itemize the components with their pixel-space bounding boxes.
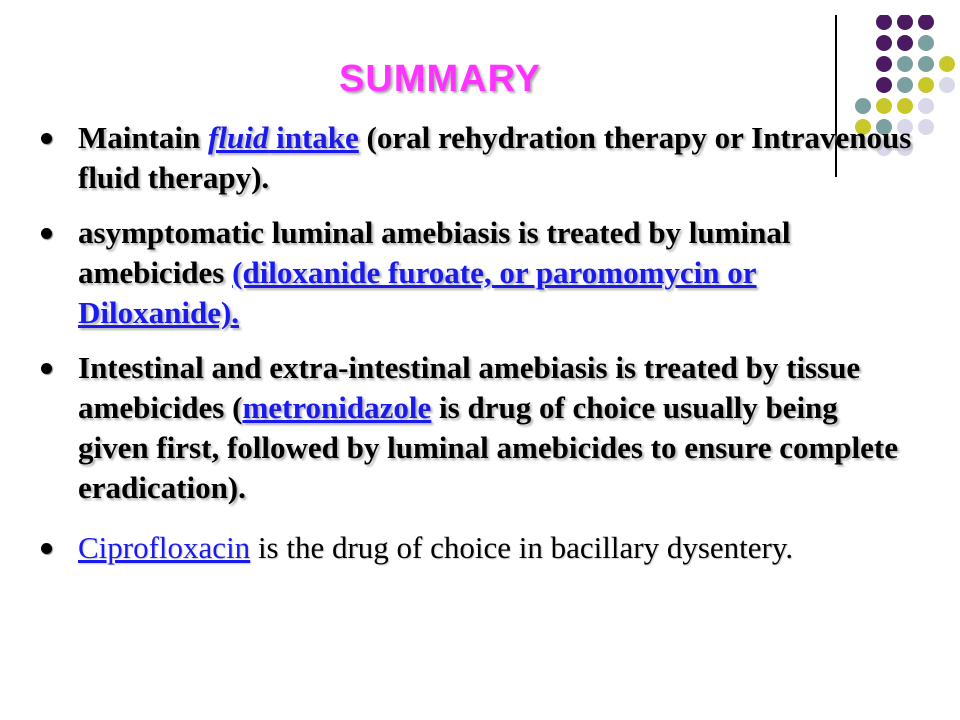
intake-link[interactable]: intake — [268, 120, 359, 155]
bullet-item — [36, 348, 916, 508]
bullet-text: is the drug of choice in bacillary dysentery. — [250, 530, 794, 565]
ciprofloxacin-link[interactable]: Ciprofloxacin — [78, 530, 251, 565]
decorative-dot — [876, 98, 892, 114]
decorative-dot — [918, 15, 934, 30]
bullet-dot-icon — [41, 133, 52, 144]
decorative-dot — [897, 35, 913, 51]
decorative-dot — [918, 98, 934, 114]
decorative-dot — [918, 35, 934, 51]
decorative-dot — [876, 35, 892, 51]
bullet-text: is drug of choice usually being given first, followed by luminal amebicides to ensure complete eradication). — [78, 390, 899, 505]
bullet-text: Maintain — [78, 120, 209, 155]
slide-title: SUMMARY — [339, 58, 541, 100]
decorative-dot — [897, 77, 913, 93]
decorative-dot — [876, 77, 892, 93]
decorative-dot — [939, 56, 955, 72]
bullet-text: asymptomatic luminal amebiasis is treated by luminal amebicides — [78, 215, 791, 290]
fluid-link[interactable]: fluid — [208, 120, 269, 155]
bullet-item — [36, 213, 916, 333]
decorative-dot — [897, 56, 913, 72]
bullet-dot-icon — [41, 543, 52, 554]
decorative-dot — [897, 15, 913, 30]
decorative-dot — [855, 98, 871, 114]
bullet-dot-icon — [41, 228, 52, 239]
decorative-dot — [876, 15, 892, 30]
decorative-dot — [918, 56, 934, 72]
bullet-item — [36, 528, 916, 568]
decorative-dot — [918, 77, 934, 93]
decorative-dot — [897, 98, 913, 114]
bullet-item — [36, 118, 916, 198]
bullet-text: (oral rehydration therapy or Intravenous fluid therapy). — [78, 120, 912, 195]
decorative-dot — [876, 56, 892, 72]
decorative-dot — [918, 119, 934, 135]
bullet-text: Intestinal and extra-intestinal amebiasis is treated by tissue amebicides ( — [78, 350, 861, 425]
diloxanide-link[interactable]: (diloxanide furoate, or paromomycin or Diloxanide). — [78, 255, 757, 330]
metronidazole-link[interactable]: metronidazole — [242, 390, 432, 425]
bullet-dot-icon — [41, 363, 52, 374]
decorative-dot — [939, 77, 955, 93]
bullet-list — [36, 118, 916, 568]
